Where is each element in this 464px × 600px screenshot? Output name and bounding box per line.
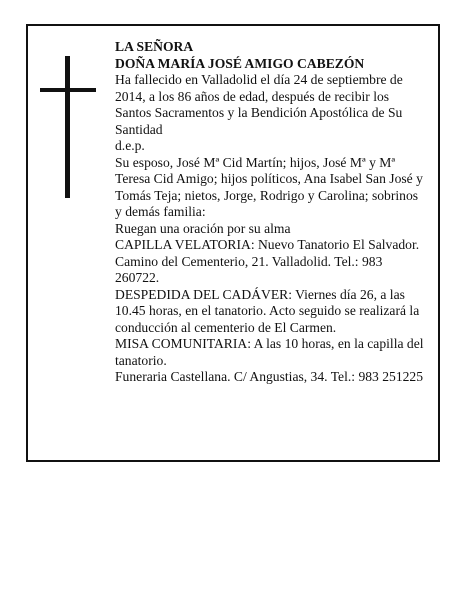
funeral-home-info: Funeraria Castellana. C/ Angustias, 34. Tel.: 983 251225 <box>115 369 424 384</box>
dep-text: d.e.p. <box>115 138 145 153</box>
title-line-1: LA SEÑORA <box>115 39 194 54</box>
prayer-request: Ruegan una oración por su alma <box>115 220 291 236</box>
cross-icon <box>40 56 96 198</box>
cross-vertical-bar <box>65 56 70 198</box>
chapel-info: CAPILLA VELATORIA: Nuevo Tanatorio El Salvador. Camino del Cementerio, 21. Valladolid. Tel.: 983 260722. <box>115 237 420 285</box>
obituary-text <box>115 39 427 386</box>
obituary-notice <box>26 24 440 462</box>
farewell-info: DESPEDIDA DEL CADÁVER: Viernes día 26, a las 10.45 horas, en el tanatorio. Acto seguido se realizará la conducción al cementerio de El Carmen. <box>115 286 420 335</box>
mass-info: MISA COMUNITARIA: A las 10 horas, en la capilla del tanatorio. <box>115 336 424 368</box>
cross-horizontal-bar <box>40 88 96 92</box>
family-list: Su esposo, José Mª Cid Martín; hijos, José Mª y Mª Teresa Cid Amigo; hijos políticos, Ana Isabel San José y Tomás Teja; nietos, Jorge, Rodrigo y Carolina; sobrinos y demás familia: <box>115 154 423 219</box>
deceased-name: DOÑA MARÍA JOSÉ AMIGO CABEZÓN <box>115 55 365 71</box>
death-announcement: Ha fallecido en Valladolid el día 24 de septiembre de 2014, a los 86 años de edad, después de recibir los Santos Sacramentos y la Bendición Apostólica de Su Santidad <box>115 72 403 137</box>
